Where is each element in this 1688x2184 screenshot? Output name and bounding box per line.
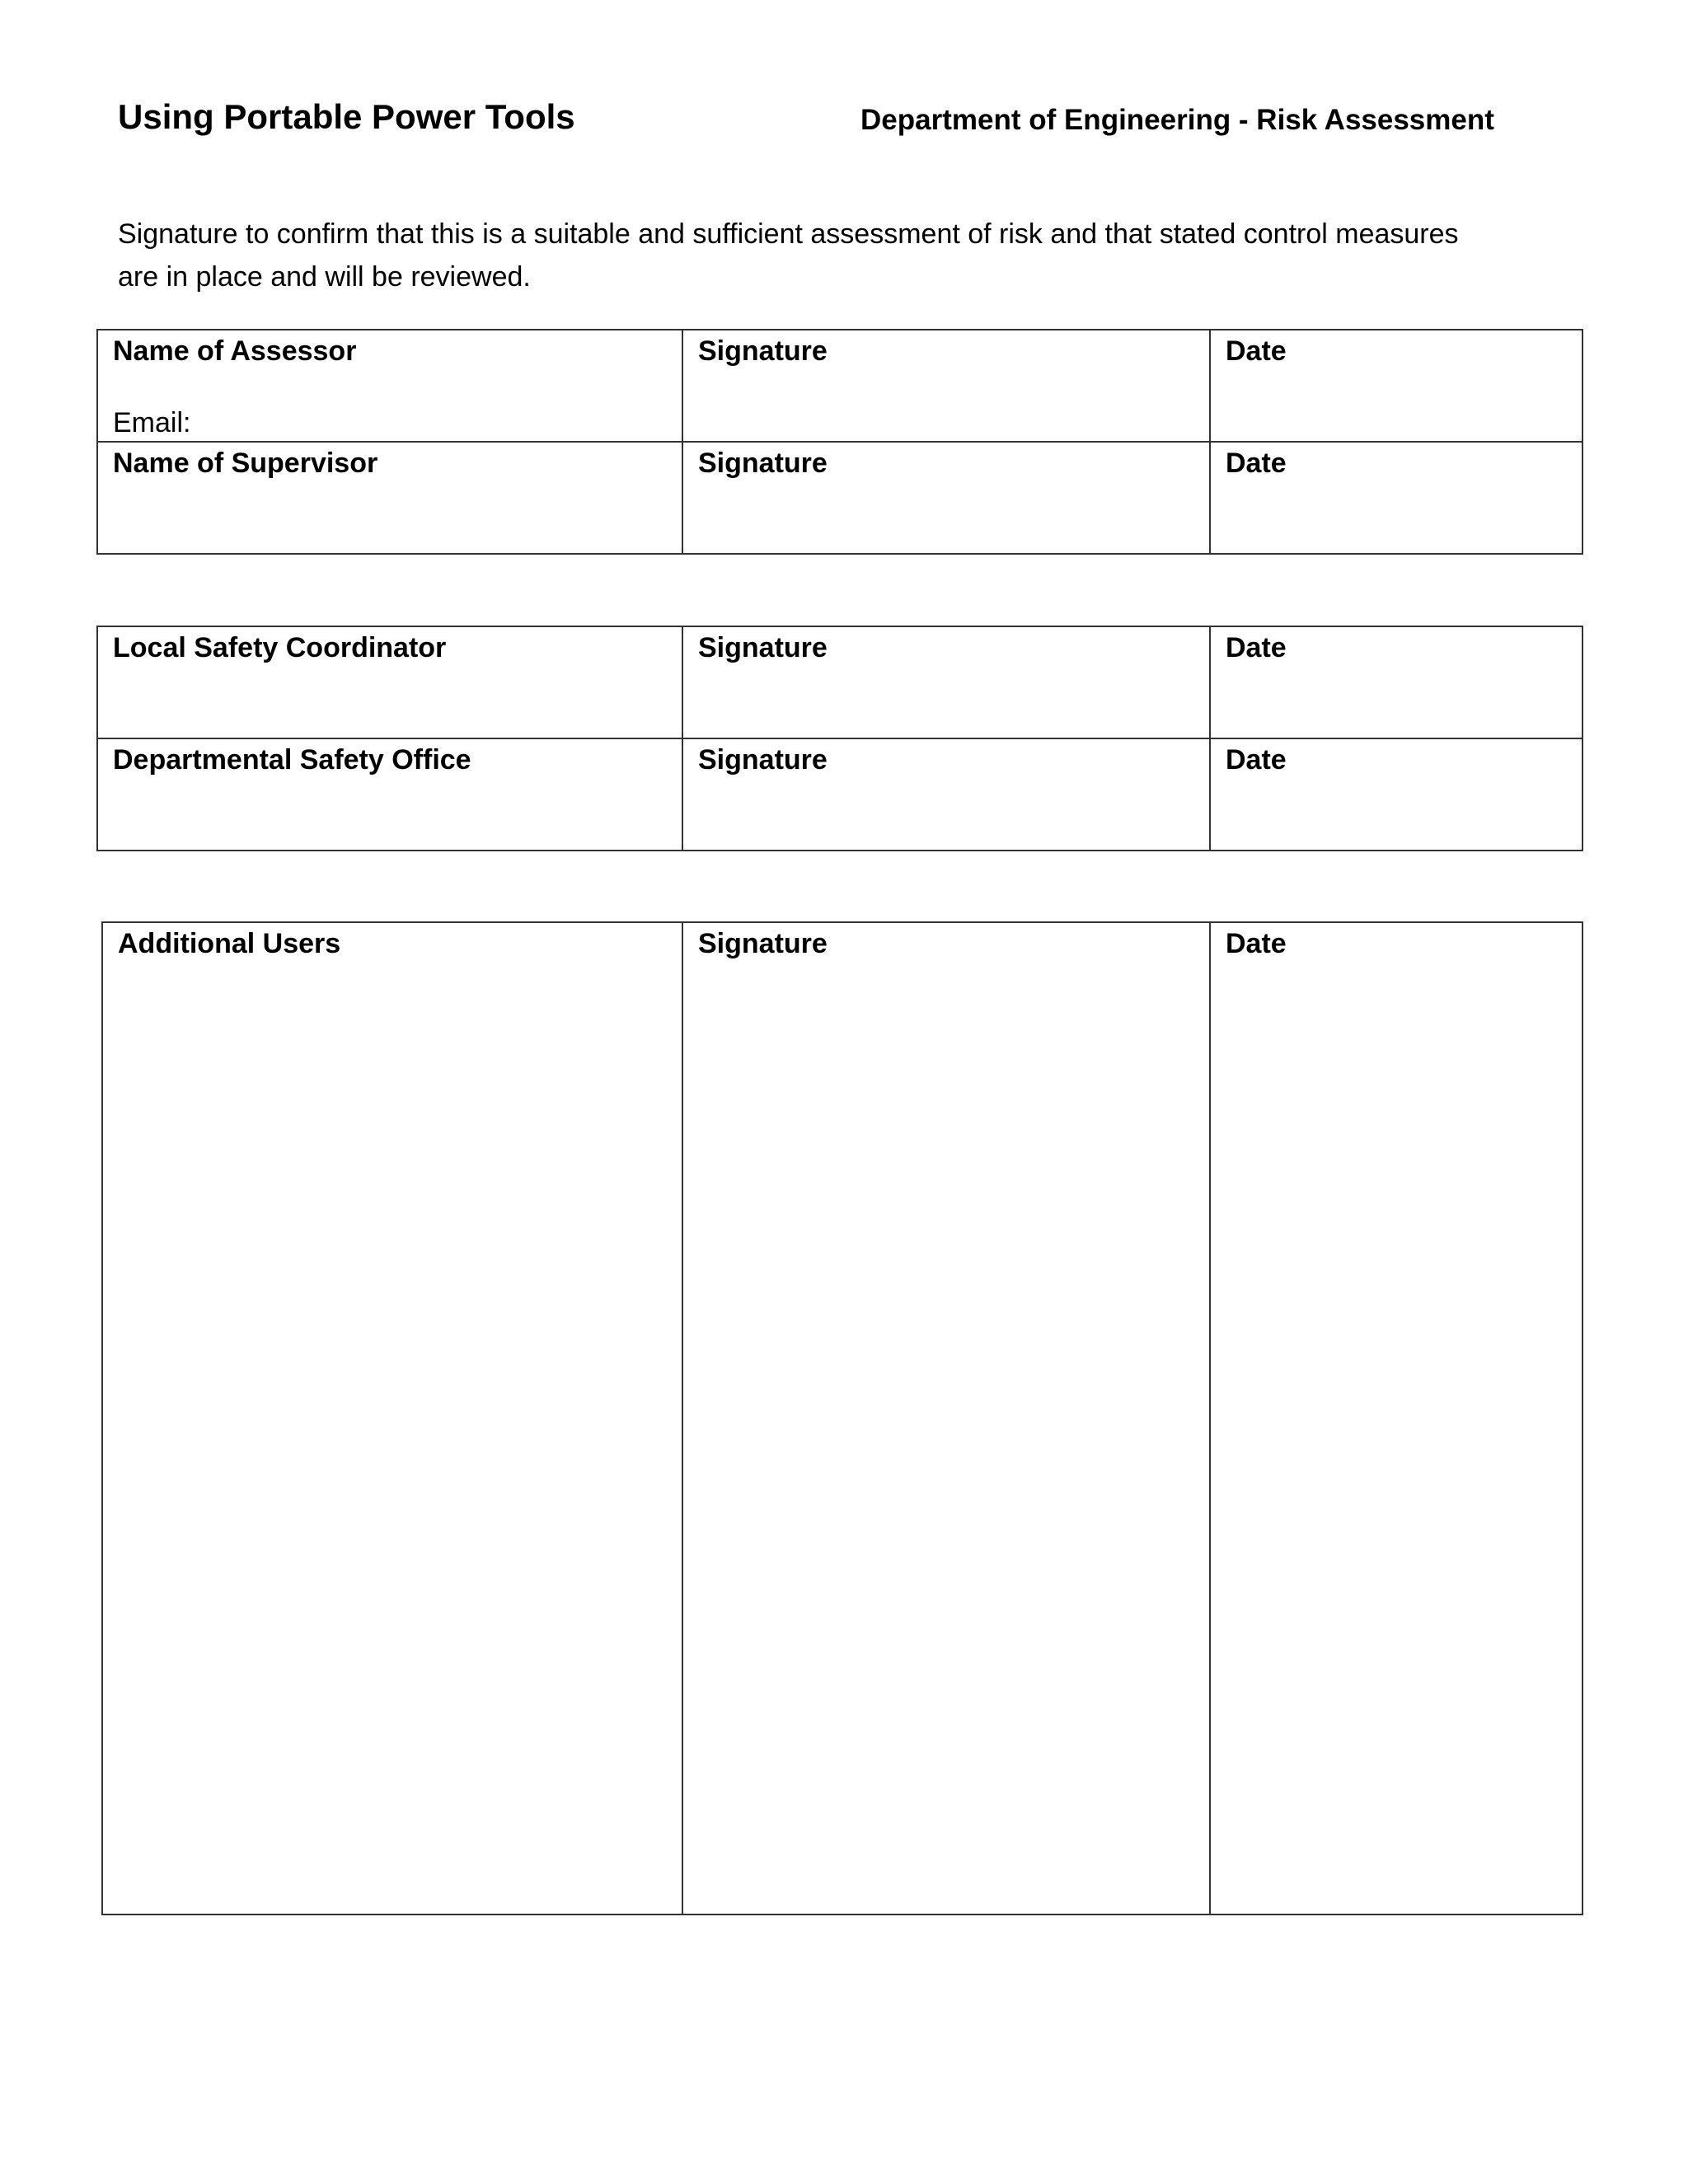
assessor-name-label: Name of Assessor — [113, 335, 357, 367]
supervisor-signature-cell[interactable] — [682, 442, 1210, 554]
supervisor-name-cell[interactable] — [97, 442, 682, 554]
local-safety-coordinator-cell[interactable] — [97, 626, 682, 738]
signature-label: Signature — [698, 744, 828, 776]
signature-label: Signature — [698, 632, 828, 663]
assessor-signature-cell[interactable] — [682, 330, 1210, 442]
departmental-safety-office-cell[interactable] — [97, 738, 682, 851]
safety-office-signature-cell[interactable] — [682, 738, 1210, 851]
safety-office-date-cell[interactable] — [1210, 738, 1582, 851]
coordinator-date-cell[interactable] — [1210, 626, 1582, 738]
date-label: Date — [1226, 928, 1287, 959]
table-row — [97, 442, 1582, 554]
date-label: Date — [1226, 335, 1287, 367]
table-row — [97, 738, 1582, 851]
departmental-safety-office-label: Departmental Safety Office — [113, 744, 471, 776]
local-safety-coordinator-label: Local Safety Coordinator — [113, 632, 447, 663]
supervisor-date-cell[interactable] — [1210, 442, 1582, 554]
coordinator-signature-cell[interactable] — [682, 626, 1210, 738]
table-row — [97, 330, 1582, 442]
confirmation-statement: Signature to confirm that this is a suitable and sufficient assessment of risk and that stated control measures are in place and will be reviewed. — [118, 218, 1459, 293]
supervisor-name-label: Name of Supervisor — [113, 448, 378, 479]
date-label: Date — [1226, 744, 1287, 776]
assessor-name-cell[interactable] — [97, 330, 682, 442]
assessor-email-label: Email: — [113, 407, 191, 438]
safety-officers-table — [96, 626, 1583, 851]
signature-label: Signature — [698, 448, 828, 479]
table-row — [97, 626, 1582, 738]
users-signature-cell[interactable] — [682, 922, 1210, 1915]
assessor-date-cell[interactable] — [1210, 330, 1582, 442]
additional-users-label: Additional Users — [118, 928, 341, 959]
document-title: Using Portable Power Tools — [118, 97, 575, 136]
signature-label: Signature — [698, 928, 828, 959]
table-row — [102, 922, 1582, 1915]
signature-label: Signature — [698, 335, 828, 367]
date-label: Date — [1226, 448, 1287, 479]
department-heading: Department of Engineering - Risk Assessment — [860, 104, 1494, 136]
additional-users-table — [101, 921, 1583, 1915]
additional-users-cell[interactable] — [102, 922, 682, 1915]
users-date-cell[interactable] — [1210, 922, 1582, 1915]
date-label: Date — [1226, 632, 1287, 663]
assessor-supervisor-table — [96, 329, 1583, 555]
